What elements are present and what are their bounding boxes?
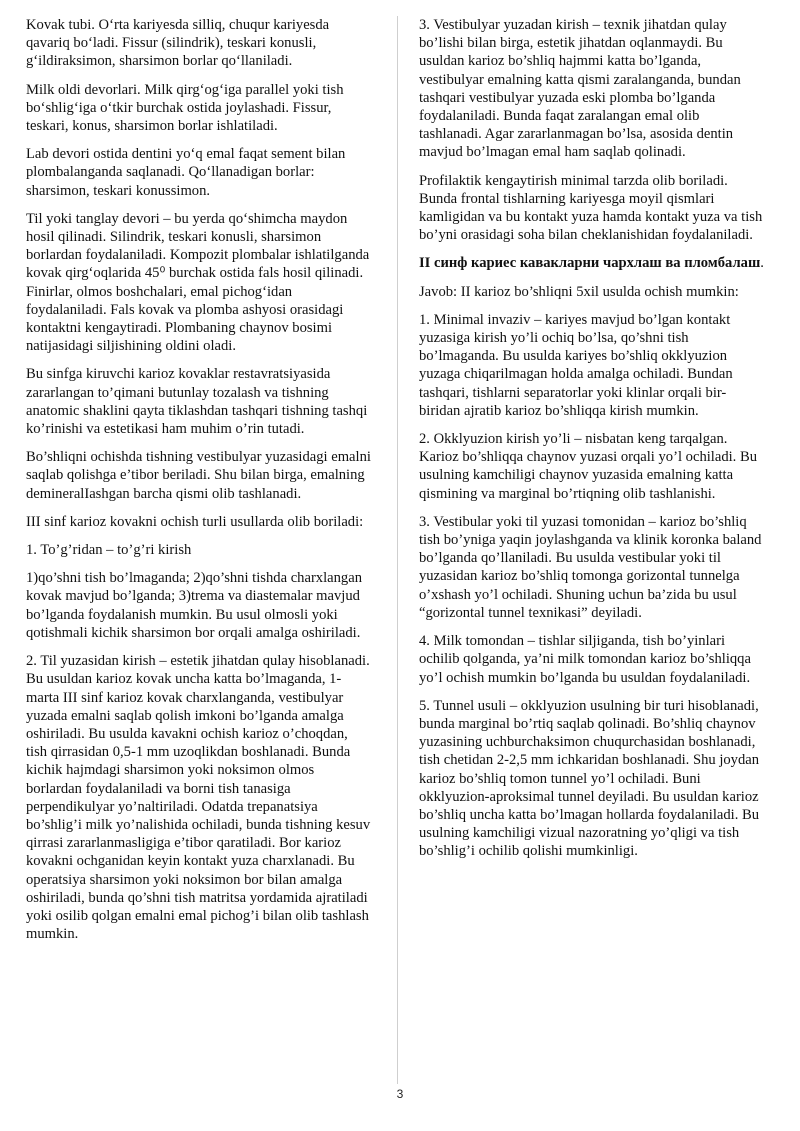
section-heading (419, 254, 765, 272)
paragraph: 3. Vestibulyar yuzadan kirish – texnik jihatdan qulay bo’lishi bilan birga, estetik jihatdan oqlanmaydi. Bu usuldan karioz bo’shliq hajmmi katta bo’lganda, vestibulyar emalning katta qismi zaralanganda, bundan tashqari vestibulyar yuzada eski plomba bo’lganda foydalaniladi. Bunda faqat zaralangan emal olib tashlanadi. Agar zararlanmagan bo’lsa, asosida dentin mavjud bo’lmagan emal ham saqlab qolinadi. (419, 17, 741, 161)
paragraph: Milk oldi devorlari. Milk qirg‘og‘iga parallel yoki tish bo‘shlig‘iga o‘tkir burchak ostida joylashadi. Fissur, teskari, konus, sharsimon borlar ishlatiladi. (26, 81, 344, 135)
paragraph: Profilaktik kengaytirish minimal tarzda olib boriladi. Bunda frontal tishlarning kariyesga moyil qismlari kamligidan va bu kontakt yuza hamda kontakt yuza va tish bo’yni orasidagi soha bilan cheklanishidan foydalaniladi. (419, 172, 763, 244)
paragraph: Bo’shliqni ochishda tishning vestibulyar yuzasidagi emalni saqlab qolishga e’tibor beriladi. Shu bilan birga, emalning demineralIashgan barcha qismi olib tashlanadi. (26, 449, 371, 502)
paragraph: Javob: II karioz bo’shliqni 5xil usulda ochish mumkin: (419, 283, 739, 300)
paragraph: 1. To’g’ridan – to’g’ri kirish (26, 542, 192, 559)
paragraph: Kovak tubi. O‘rta kariyesda silliq, chuqur kariyesda qavariq bo‘ladi. Fissur (silindrik), teskari konusli, g‘ildiraksimon, sharsimon borlar qo‘llaniladi. (26, 17, 330, 70)
left-column (26, 16, 372, 953)
page-number: 3 (396, 1087, 404, 1101)
paragraph: Til yoki tanglay devori – bu yerda qo‘shimcha maydon hosil qilinadi. Silindrik, teskari konusli, sharsimon borlardan foydalaniladi. Kompozit plombalar ishlatilganda kovak qirg‘oqlarida 45⁰ burchak ostida fals hosil qilinadi. Finirlar, olmos boshchalari, emal pichog‘idan foydalaniladi. Fals kovak va plomba ashyosi orasidagi kontaktni kengaytiradi. Plombaning chaynov bosimi natijasidagi siljishining oldini oladi. (26, 210, 370, 355)
paragraph: 3. Vestibular yoki til yuzasi tomonidan – karioz bo’shliq tish bo’yniga yaqin joylashganda va klinik koronka baland bo’lganda qo’llaniladi. Bu usulda vestibular yoki til yuzasidan karioz bo’shliq tomonga gorizontal tunnelga o’xshash yo’l ochiladi. Shuning uchun ba’zida bu usul “gorizontal tunnel texnikasi” deyiladi. (419, 513, 762, 621)
paragraph: Lab devori ostida dentini yo‘q emal faqat sement bilan plombalanganda saqlanadi. Qo‘llanadigan borlar: sharsimon, teskari konussimon. (26, 146, 346, 199)
column-divider (397, 16, 398, 1084)
section-heading-period: . (760, 255, 764, 272)
paragraph: III sinf karioz kovakni ochish turli usullarda olib boriladi: (26, 513, 364, 530)
paragraph: 2. Til yuzasidan kirish – estetik jihatdan qulay hisoblanadi. Bu usuldan karioz kovak uncha katta bo’lmaganda, 1-marta III sinf karioz kovak charxlanganda, vestibulyar yuzada emalni saqlab qolish imkoni bo’lganda amalga oshiriladi. Bu usulda kavakni ochish karioz o’choqdan, tish qirrasidan 0,5-1 mm uzoqlikdan boshlanadi. Bunda kichik hajmdagi sharsimon yoki noksimon olmos borlardan foydalaniladi va borni tish tanasiga perpendikulyar yo’naltiriladi. Odatda trepanatsiya bo’shlig’i milk yo’nalishida ochiladi, bunda tishning kesuv qirrasi zararlanmasligiga e’tibor qaratiladi. Bor karioz kovakni ochganidan keyin kontakt yuza charxlanadi. Bu operatsiya sharsimon yoki noksimon bor bilan amalga oshiriladi, bunda qo’shni tish matritsa yordamida ajratiladi yoki osilib qolgan emalni emal pichog’i bilan olib tashlash mumkin. (26, 653, 371, 943)
paragraph: 1)qo’shni tish bo’lmaganda; 2)qo’shni tishda charxlangan kovak mavjud bo’lganda; 3)trema va diastemalar mavjud bo’lganda foydalanish mumkin. Bu usul olmosli yoki qotishmali kichik sharsimon bor orqali amalga oshiriladi. (26, 570, 362, 641)
paragraph: 5. Tunnel usuli – okklyuzion usulning bir turi hisoblanadi, bunda marginal bo’rtiq saqlab qolinadi. Bo’shliq chaynov yuzasining uchburchaksimon chuqurchasidan boshlanadi, tish chetidan 2-2,5 mm ichkaridan boshlanadi. Shu joydan karioz bo’shliq tomon tunnel yo’l ochiladi. Buni okklyuzion-aproksimal tunnel deyiladi. Bu usuldan karioz bo’shliq uncha katta bo’lmagan hollarda foydalaniladi. Bu usulning kamchiligi vizual nazoratning yo’qligi va tish bo’shlig’i ochilib qolishi mumkinligi. (419, 697, 760, 860)
paragraph: Bu sinfga kiruvchi karioz kovaklar restavratsiyasida zararlangan to’qimani butunlay tozalash va tishning anatomic shaklini qayta tiklashdan tashqari tishning tashqi ko’rinishi va estetikasi ham muhim o’rin tutadi. (26, 366, 368, 438)
section-heading-text: II синф кариес кавакларни чархлаш ва пломбалаш (419, 255, 761, 272)
paragraph: 2. Okklyuzion kirish yo’li – nisbatan keng tarqalgan. Karioz bo’shliqqa chaynov yuzasi orqali yo’l ochiladi. Bu usulning kamchiligi chaynov yuzasida emalning katta qismining va marginal bo’rtiqning olib tashlanishi. (419, 431, 758, 502)
paragraph: 4. Milk tomondan – tishlar siljiganda, tish bo’yinlari ochilib qolganda, ya’ni milk tomondan karioz bo’shliqqa yo’l ochish mumkin bo’lganda bu usuldan foydalaniladi. (419, 633, 751, 686)
right-column (419, 16, 765, 871)
paragraph: 1. Minimal invaziv – kariyes mavjud bo’lgan kontakt yuzasiga kirish yo’li ochiq bo’lsa, qo’shni tish bo’lmaganda. Bu usulda kariyes bo’shliq okklyuzion yuzaga chiqarilmagan holda amalga ochiladi. Bundan tashqari, tishlarni separatorlar yoki klinlar orqali bir-biridan ajratib karioz bo’shliqqa kirish mumkin. (419, 311, 733, 419)
